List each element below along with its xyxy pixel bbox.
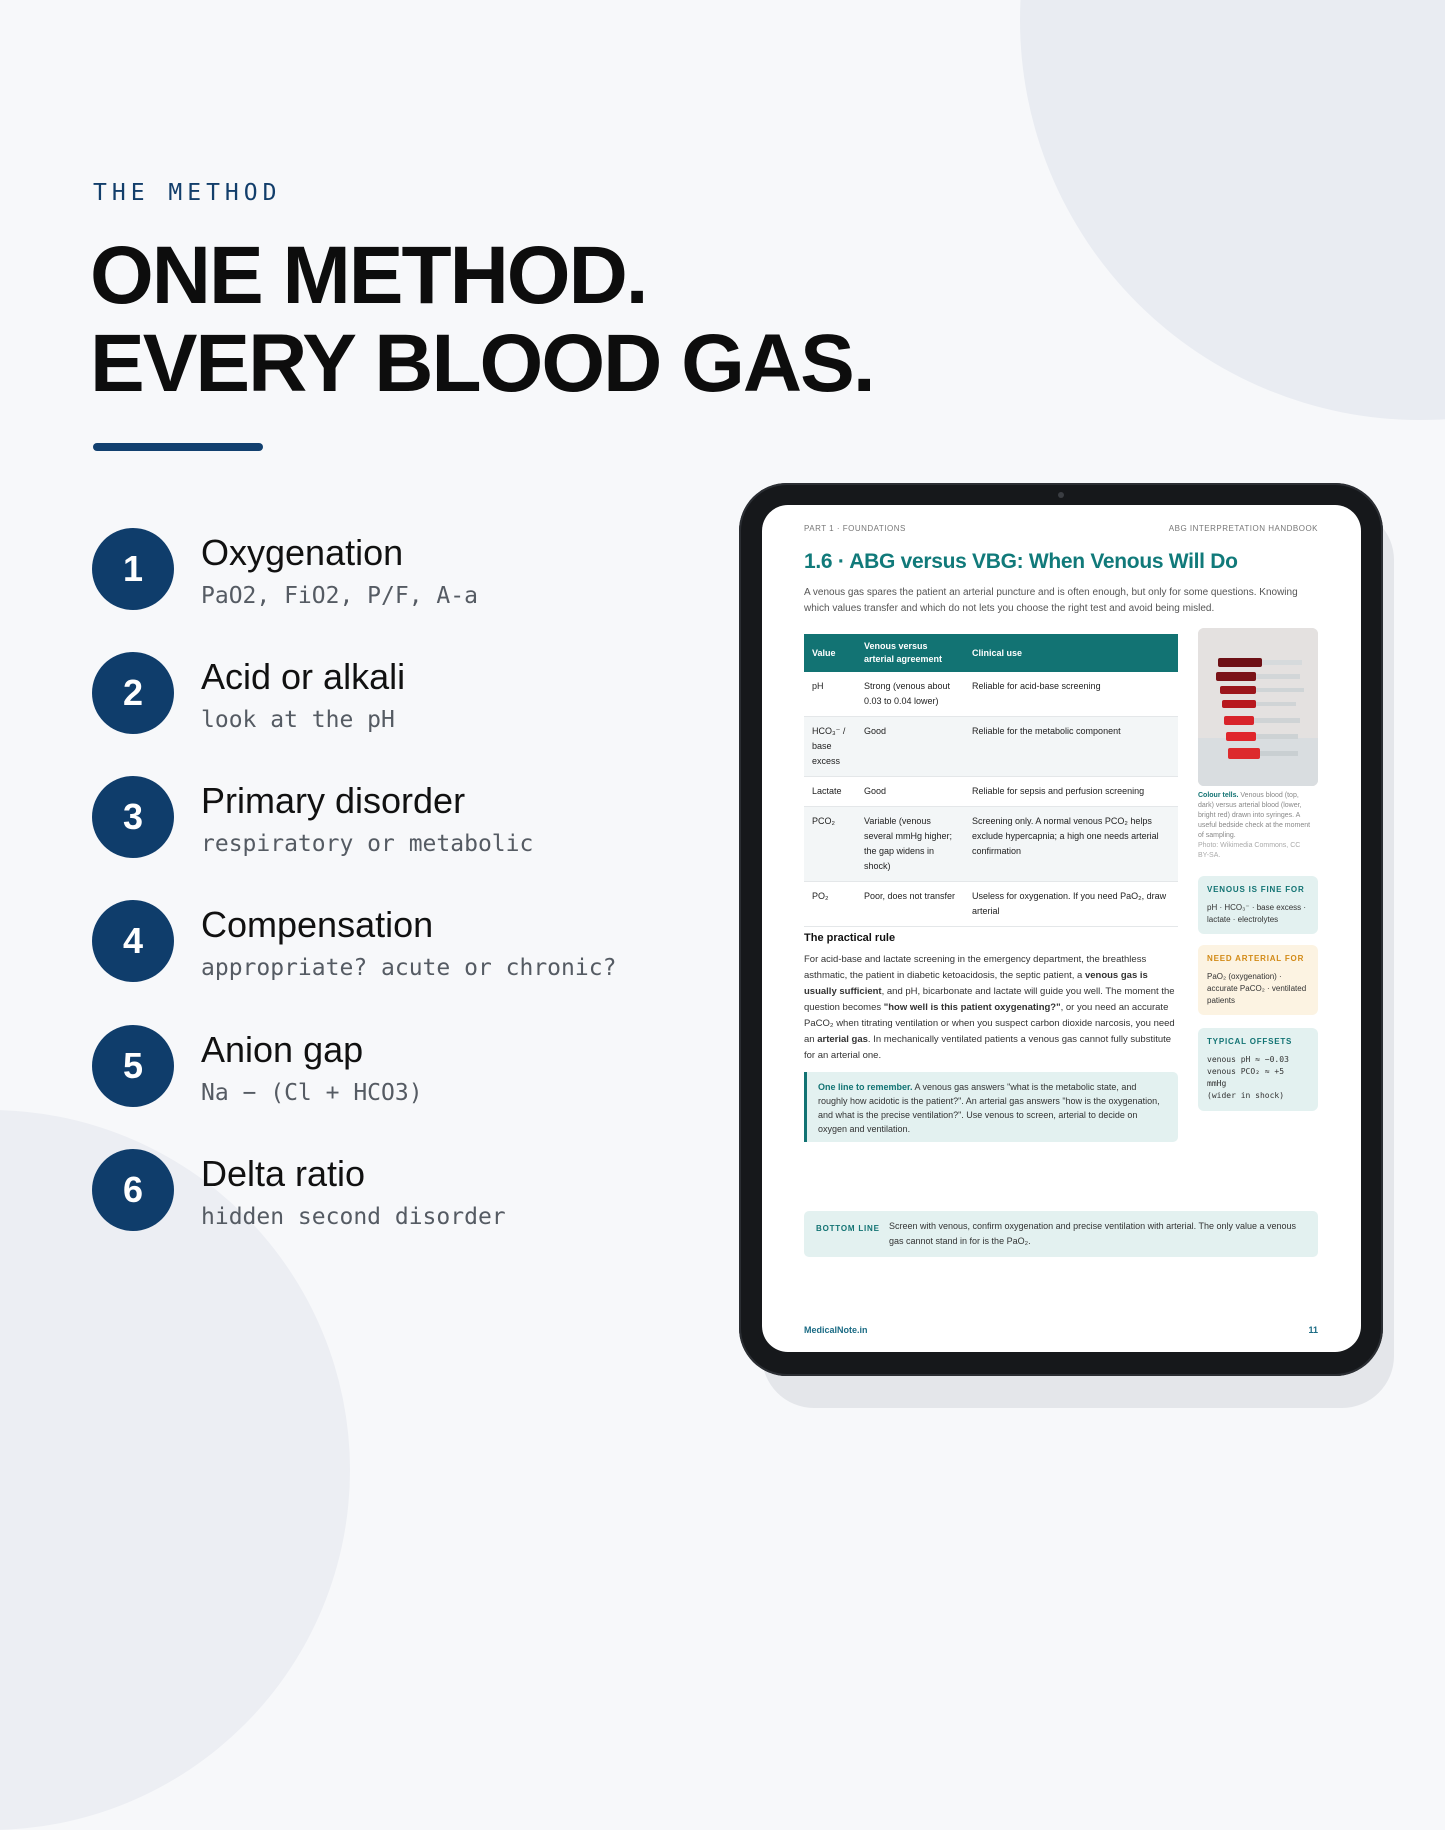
rule-text: , and pH, bicarbonate and lactate will guide you well. The moment the question becomes (804, 986, 1175, 1013)
running-header-right: ABG INTERPRETATION HANDBOOK (1168, 524, 1318, 533)
step-item (92, 776, 692, 866)
table-row (804, 717, 1178, 777)
table-cell-use: Reliable for sepsis and perfusion screening (964, 777, 1178, 807)
sidebox-label: TYPICAL OFFSETS (1207, 1037, 1293, 1046)
photo-caption (1198, 791, 1312, 861)
syringe-photo-illustration (1198, 628, 1318, 786)
sidebox-text: venous pH ≈ −0.03 venous PCO₂ ≈ +5 mmHg (wider in shock) (1207, 1055, 1289, 1100)
table-cell-agreement: Poor, does not transfer (856, 882, 964, 927)
step-subtitle: appropriate? acute or chronic? (201, 955, 617, 981)
table-header-cell: Venous versus arterial agreement (856, 634, 964, 672)
table-cell-use: Useless for oxygenation. If you need PaO₂, draw arterial (964, 882, 1178, 927)
footer-site-link[interactable]: MedicalNote.in (804, 1325, 868, 1335)
caption-text: Venous blood (top, dark) versus arterial blood (lower, bright red) drawn into syringes. A useful bedside check at the moment of sampling. (1198, 792, 1311, 839)
page-number: 11 (1308, 1325, 1318, 1335)
rule-emphasis: "how well is this patient oxygenating?" (883, 1002, 1061, 1013)
sidebox-need-arterial (1198, 945, 1318, 1015)
table-row (804, 807, 1178, 882)
remember-callout (804, 1072, 1178, 1142)
table-cell-agreement: Variable (venous several mmHg higher; the gap widens in shock) (856, 807, 964, 882)
table-cell-value: PO₂ (804, 882, 856, 927)
step-item (92, 1025, 692, 1115)
sidebox-typical-offsets (1198, 1028, 1318, 1111)
step-subtitle: PaO2, FiO2, P/F, A-a (201, 583, 478, 609)
headline-line-2: EVERY BLOOD GAS. (90, 318, 874, 409)
step-title: Primary disorder (201, 780, 466, 821)
background-circle-top-right (1020, 0, 1445, 420)
caption-lead: Colour tells. (1198, 792, 1239, 799)
accent-rule (93, 443, 263, 451)
sidebox-label: NEED ARTERIAL FOR (1207, 954, 1305, 963)
step-number-badge: 6 (92, 1149, 174, 1231)
rule-text: For acid-base and lactate screening in the emergency department, the breathless asthmatic, the patient in diabetic ketoacidosis, the septic patient, a (804, 954, 1147, 981)
step-title: Anion gap (201, 1029, 364, 1070)
step-title: Delta ratio (201, 1153, 366, 1194)
step-title: Oxygenation (201, 532, 404, 573)
headline (90, 232, 874, 408)
camera-icon (1058, 492, 1064, 498)
sidebox-text: PaO₂ (oxygenation) · accurate PaCO₂ · ventilated patients (1207, 972, 1307, 1005)
table-cell-value: pH (804, 672, 856, 717)
step-title: Compensation (201, 904, 434, 945)
sidebox-venous-fine (1198, 876, 1318, 934)
callout-text: A venous gas answers "what is the metabolic state, and roughly how acidotic is the patient?". An arterial gas answers "how is the oxygenation, and what is the precise ventilation?". Use venous to screen, arterial to decide on oxygen and ventilation. (818, 1082, 1160, 1134)
step-number-badge: 5 (92, 1025, 174, 1107)
step-item (92, 652, 692, 742)
table-cell-value: PCO₂ (804, 807, 856, 882)
rule-text: , or you need an accurate PaCO₂ when titrating ventilation or when you suspect carbon dioxide narcosis, you need an (804, 1002, 1175, 1045)
section-intro: A venous gas spares the patient an arterial puncture and is often enough, but only for some questions. Knowing which values transfer and which do not lets you choose the right test and avoid being misled. (804, 587, 1298, 614)
table-row (804, 777, 1178, 807)
bottom-line-label: BOTTOM LINE (816, 1224, 880, 1233)
step-item (92, 1149, 692, 1239)
step-subtitle: Na − (Cl + HCO3) (201, 1080, 423, 1106)
syringe-photo (1198, 628, 1318, 786)
section-title: 1.6 · ABG versus VBG: When Venous Will Do (804, 550, 1238, 573)
table-header-row (804, 634, 1178, 672)
running-header-left: PART 1 · FOUNDATIONS (804, 524, 906, 533)
step-subtitle: respiratory or metabolic (201, 831, 534, 857)
step-number-badge: 2 (92, 652, 174, 734)
syringe-arterial (1224, 716, 1300, 759)
step-subtitle: look at the pH (201, 707, 395, 733)
step-title: Acid or alkali (201, 656, 406, 697)
caption-credit: Photo: Wikimedia Commons, CC BY-SA. (1198, 842, 1301, 859)
bottom-line-box (804, 1211, 1318, 1257)
table-row (804, 672, 1178, 717)
step-item (92, 900, 692, 990)
practical-rule-body (804, 952, 1179, 1064)
table-cell-agreement: Strong (venous about 0.03 to 0.04 lower) (856, 672, 964, 717)
rule-emphasis: venous gas is usually sufficient (804, 970, 1148, 997)
step-subtitle: hidden second disorder (201, 1204, 506, 1230)
callout-lead: One line to remember. (818, 1082, 913, 1092)
eyebrow-label: THE METHOD (93, 180, 282, 206)
tablet-screen[interactable] (762, 505, 1361, 1352)
table-cell-agreement: Good (856, 777, 964, 807)
step-number-badge: 4 (92, 900, 174, 982)
sidebox-text: pH · HCO₃⁻ · base excess · lactate · electrolytes (1207, 903, 1307, 924)
table-header-cell: Value (804, 634, 856, 672)
rule-emphasis: arterial gas (817, 1034, 868, 1045)
table-cell-value: HCO₃⁻ / base excess (804, 717, 856, 777)
table-header-cell: Clinical use (964, 634, 1178, 672)
sidebox-label: VENOUS IS FINE FOR (1207, 885, 1305, 894)
table-cell-use: Reliable for acid-base screening (964, 672, 1178, 717)
bottom-line-text: Screen with venous, confirm oxygenation and precise ventilation with arterial. The only value a venous gas cannot stand in for is the PaO₂. (889, 1221, 1297, 1246)
headline-line-1: ONE METHOD. (90, 230, 647, 321)
comparison-table (804, 634, 1178, 927)
table-row (804, 882, 1178, 927)
table-cell-use: Screening only. A normal venous PCO₂ helps exclude hypercapnia; a high one needs arterial confirmation (964, 807, 1178, 882)
rule-text: . In mechanically ventilated patients a venous gas cannot fully substitute for an arterial one. (804, 1034, 1172, 1061)
step-item (92, 528, 692, 618)
step-number-badge: 1 (92, 528, 174, 610)
step-number-badge: 3 (92, 776, 174, 858)
table-cell-agreement: Good (856, 717, 964, 777)
table-cell-use: Reliable for the metabolic component (964, 717, 1178, 777)
table-cell-value: Lactate (804, 777, 856, 807)
practical-rule-heading: The practical rule (804, 932, 896, 944)
